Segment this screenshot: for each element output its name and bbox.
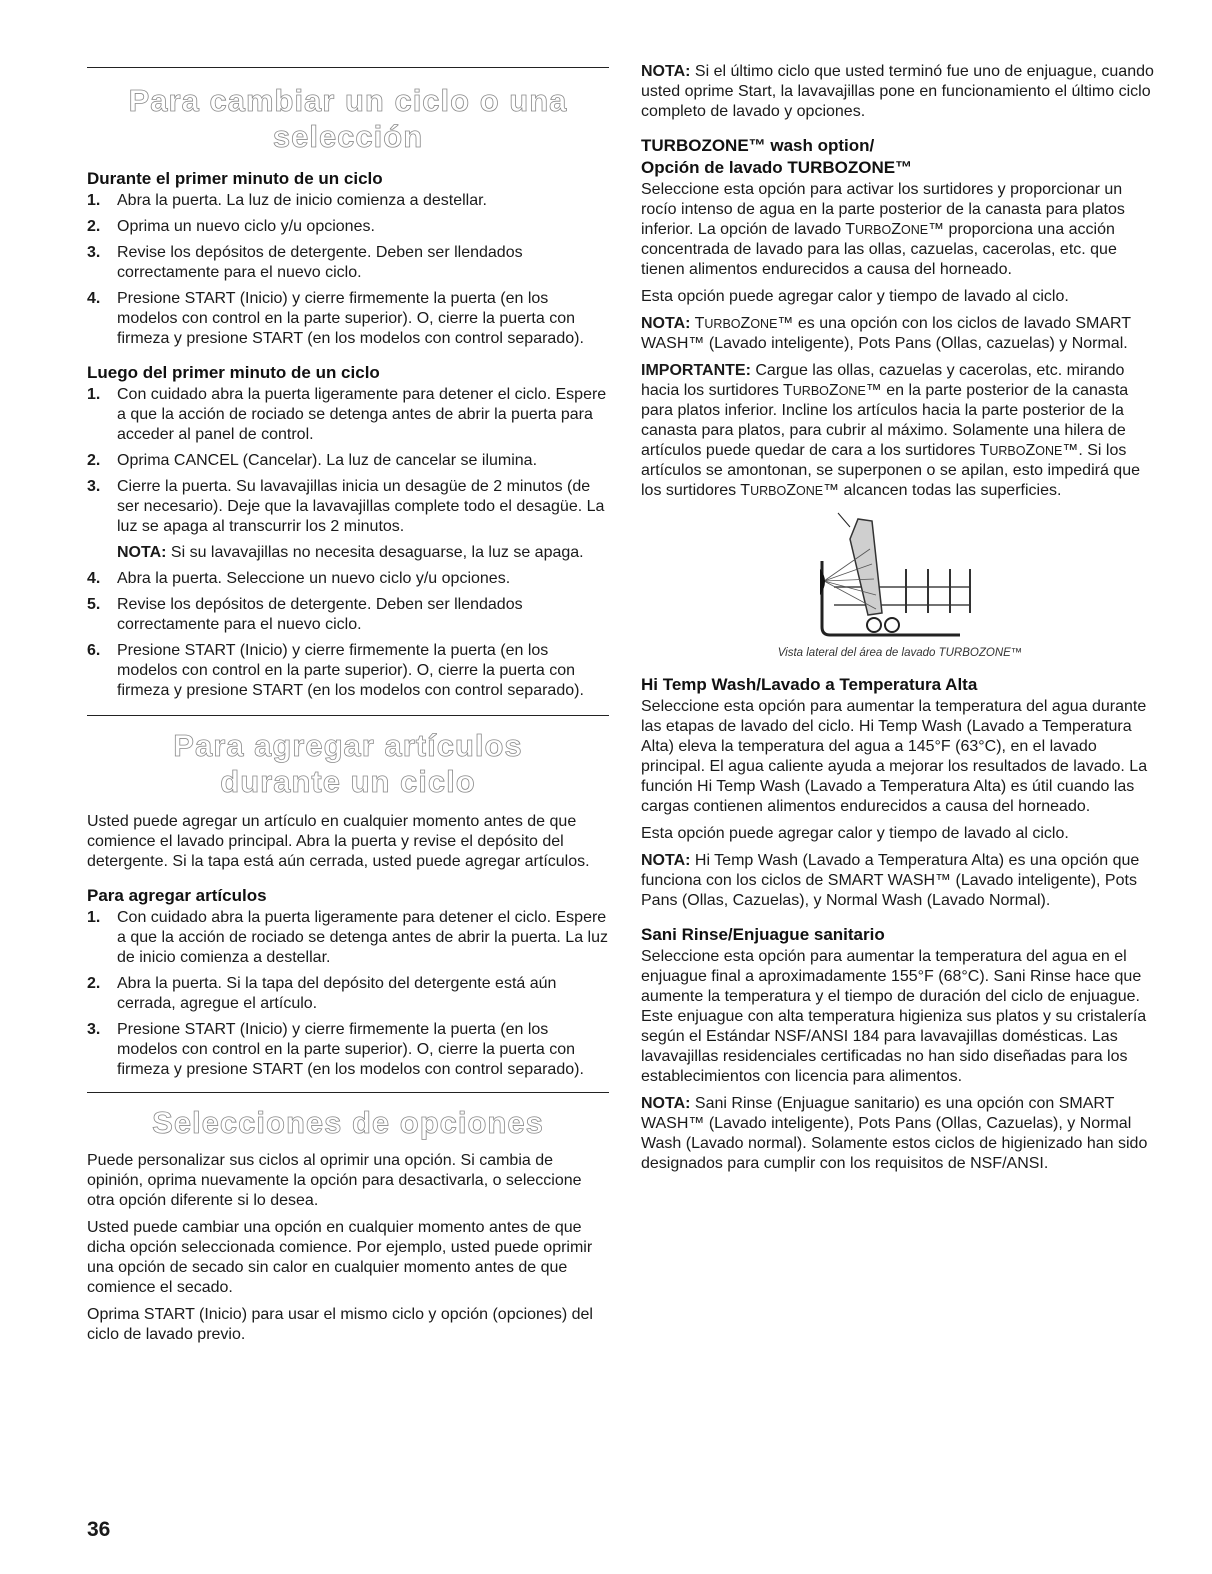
list-first-minute [87, 191, 609, 349]
list-item: 1. Con cuidado abra la puerta ligeramente para detener el ciclo. Espere a que la acción de rociado se detenga antes de abrir la puerta para acceder al panel de control. [87, 386, 607, 443]
section-title-change-cycle: Para cambiar un ciclo o una selección [128, 83, 568, 154]
list-item: 2. Oprima un nuevo ciclo y/u opciones. [87, 218, 375, 235]
hi-temp-paragraph-2: Esta opción puede agregar calor y tiempo de lavado al ciclo. [641, 825, 1069, 842]
heading-sani-rinse: Sani Rinse/Enjuague sanitario [641, 925, 885, 944]
heading-add-items: Para agregar artículos [87, 886, 267, 905]
turbozone-note: NOTA: TURBOZONE™ es una opción con los ciclos de lavado SMART WASH™ (Lavado inteligente), Pots Pans (Ollas, cazuelas) y Normal. [641, 315, 1131, 352]
top-note: NOTA: Si el último ciclo que usted terminó fue uno de enjuague, cuando usted oprime Start, la lavavajillas pone en funcionamiento el último ciclo completo de lavado y opciones. [641, 63, 1154, 120]
list-item: 2. Oprima CANCEL (Cancelar). La luz de cancelar se ilumina. [87, 452, 538, 469]
section-title-add-items-2: durante un ciclo [220, 764, 476, 799]
rack-wheel [885, 618, 899, 632]
list-item: 2. Abra la puerta. Si la tapa del depósito del detergente está aún cerrada, agregue el artículo. [87, 975, 557, 1012]
heading-turbozone-1: TURBOZONE™ wash option/ [641, 136, 875, 155]
list-item: 3. Cierre la puerta. Su lavavajillas inicia un desagüe de 2 minutos (de ser necesario). Deje que la lavavajillas complete todo el desagüe. La luz se apaga al transcurrir los 2 minutos. NOTA: Si su lavavajillas no necesita desaguarse, la luz se apaga. [87, 477, 609, 563]
list-item: 5. Revise los depósitos de detergente. Deben ser llendados correctamente para el nuevo ciclo. [87, 596, 523, 633]
rack-wheel [867, 618, 881, 632]
page-number: 36 [87, 1518, 111, 1541]
list-after-first-minute [87, 385, 609, 701]
heading-turbozone-2: Opción de lavado TURBOZONE™ [641, 158, 913, 177]
right-column [641, 62, 1159, 1181]
divider [87, 67, 609, 68]
list-item: 3. Revise los depósitos de detergente. Deben ser llendados correctamente para el nuevo ciclo. [87, 244, 523, 281]
sani-rinse-paragraph: Seleccione esta opción para aumentar la temperatura del agua en el enjuague final a aproximadamente 155°F (68°C). Sani Rinse hace que aumente la temperatura y el tiempo de duración del ciclo de enjuague. Este enjuague con alta temperatura higieniza sus platos y su cristalería según el Estándar NSF/ANSI 184 para lavavajillas domésticas. Las lavavajillas residenciales certificadas no han sido diseñadas para los establecimientos con licencia para alimentos. [641, 948, 1147, 1085]
list-item: 1. Con cuidado abra la puerta ligeramente para detener el ciclo. Espere a que la acción de rociado se detenga antes de abrir la puerta. La luz de inicio comienza a destellar. [87, 909, 608, 966]
list-item: 6. Presione START (Inicio) y cierre firmemente la puerta (en los modelos con control en la parte superior). O, cierre la puerta con firmeza y presione START (en los modelos con control separado). [87, 642, 584, 699]
divider [87, 715, 609, 716]
hi-temp-paragraph: Seleccione esta opción para aumentar la temperatura del agua durante las etapas de lavado del ciclo. Hi Temp Wash (Lavado a Temperatura Alta) eleva la temperatura del agua a 145°F (63°C), en el lavado principal. El agua caliente ayuda a mejorar los resultados de lavado. La función Hi Temp Wash (Lavado a Temperatura Alta) es útil cuando las cargas contienen alimentos endurecidos a causa del horneado. [641, 698, 1148, 815]
list-item: 4. Abra la puerta. Seleccione un nuevo ciclo y/u opciones. [87, 570, 511, 587]
turbozone-paragraph-2: Esta opción puede agregar calor y tiempo de lavado al ciclo. [641, 288, 1069, 305]
list-item: 4. Presione START (Inicio) y cierre firmemente la puerta (en los modelos con control en la parte superior). O, cierre la puerta con firmeza y presione START (en los modelos con control separado). [87, 290, 584, 347]
options-paragraph: Oprima START (Inicio) para usar el mismo ciclo y opción (opciones) del ciclo de lavado previo. [87, 1306, 593, 1343]
heading-first-minute: Durante el primer minuto de un ciclo [87, 169, 383, 188]
turbozone-side-view-illustration [810, 509, 990, 639]
heading-after-first-minute: Luego del primer minuto de un ciclo [87, 363, 380, 382]
heading-hi-temp-wash: Hi Temp Wash/Lavado a Temperatura Alta [641, 675, 978, 694]
hi-temp-note: NOTA: Hi Temp Wash (Lavado a Temperatura Alta) es una opción que funciona con los ciclos de SMART WASH™ (Lavado inteligente), Pots Pans (Ollas, Cazuelas), y Normal Wash (Lavado Normal). [641, 852, 1140, 909]
list-item: 3. Presione START (Inicio) y cierre firmemente la puerta (en los modelos con control en la parte superior). O, cierre la puerta con firmeza y presione START (en los modelos con control separado). [87, 1021, 584, 1078]
rack-tines [906, 569, 970, 613]
section-title-add-items-1: Para agregar artículos [173, 728, 523, 763]
sani-rinse-note: NOTA: Sani Rinse (Enjuague sanitario) es una opción con SMART WASH™ (Lavado inteligente), Pots Pans (Ollas, Cazuelas), y Normal Wash (Lavado normal). Solamente estos ciclos de higienizado han sido designados para cumplir con los requisitos de NSF/ANSI. [641, 1095, 1148, 1172]
left-column [87, 0, 609, 1352]
section-title-options: Selecciones de opciones [152, 1105, 544, 1140]
divider [87, 1092, 609, 1093]
add-items-intro: Usted puede agregar un artículo en cualquier momento antes de que comience el lavado principal. Abra la puerta y revise el depósito del detergente. Si la tapa está aún cerrada, usted puede agregar artículos. [87, 813, 590, 870]
options-paragraph: Puede personalizar sus ciclos al oprimir una opción. Si cambia de opinión, oprima nuevamente la opción para desactivarla, o seleccione otra opción diferente si lo desea. [87, 1152, 582, 1209]
note: NOTA: Si su lavavajillas no necesita desaguarse, la luz se apaga. [117, 544, 584, 561]
turbozone-important: IMPORTANTE: Cargue las ollas, cazuelas y cacerolas, etc. mirando hacia los surtidores TURBOZONE™ en la parte posterior de la canasta para platos inferior. Incline los artículos hacia la parte posterior de la canasta para platos, para cubrir al máximo. Solamente una hilera de artículos puede quedar de cara a los surtidores TURBOZONE™. Si los artículos se amontonan, se superponen o se apilan, esto impedirá que los surtidores TURBOZONE™ alcancen todas las superficies. [641, 362, 1140, 499]
pointer-line [838, 513, 850, 527]
turbozone-paragraph: Seleccione esta opción para activar los surtidores y proporcionar un rocío intenso de agua en la parte posterior de la canasta para platos inferior. La opción de lavado TURBOZONE™ proporciona una acción concentrada de lavado para las ollas, cazuelas, cacerolas, etc. que tienen alimentos endurecidos a causa del horneado. [641, 181, 1125, 278]
figure-caption: Vista lateral del área de lavado TURBOZONE™ [777, 647, 1023, 659]
options-paragraph: Usted puede cambiar una opción en cualquier momento antes de que dicha opción seleccionada comience. Por ejemplo, usted puede oprimir una opción de secado sin calor en cualquier momento antes de que comience el secado. [87, 1219, 593, 1296]
list-add-items [87, 908, 609, 1080]
tilted-pan [850, 519, 882, 615]
list-item: 1. Abra la puerta. La luz de inicio comienza a destellar. [87, 192, 487, 209]
